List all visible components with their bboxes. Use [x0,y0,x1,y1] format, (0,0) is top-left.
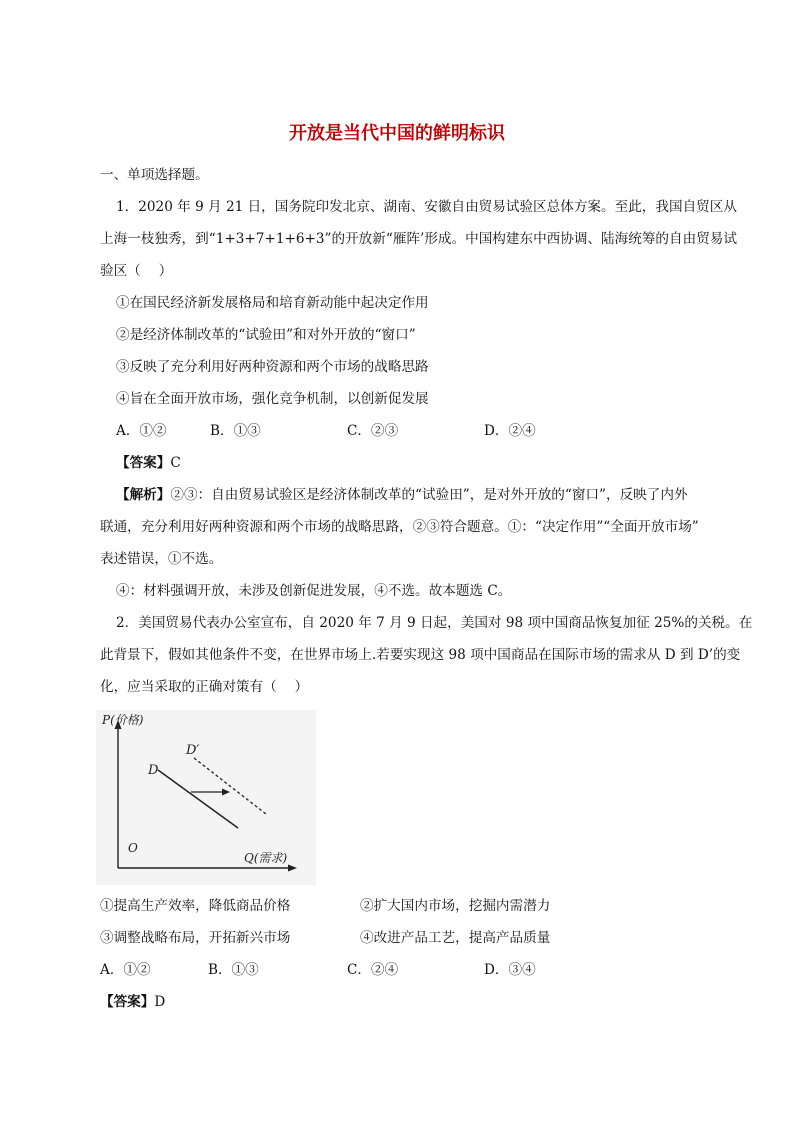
q1-stem-line-3: 验区（ ） [100,263,173,279]
q2-answer-label: 【答案】 [100,994,155,1010]
q2-option-b: B．①③ [208,962,259,978]
q1-statement-3: ③反映了充分利用好两种资源和两个市场的战略思路 [116,359,429,375]
q2-statement-3: ③调整战略布局，开拓新兴市场 [100,930,291,946]
q1-statement-1: ①在国民经济新发展格局和培育新动能中起决定作用 [116,295,429,311]
x-axis-label: Q(需求) [244,851,288,865]
origin-label: O [128,841,138,855]
q1-stem-line-1: 1．2020 年 9 月 21 日，国务院印发北京、湖南、安徽自由贸易试验区总体方案。至此，我国自贸区从 [116,199,737,215]
q1-answer-value: C [170,455,181,471]
q1-stem-line-2: 上海一枝独秀，到“1+3+7+1+6+3”的开放新“雁阵’形成。中国构建东中西协调、陆海统筹的自由贸易试 [100,231,737,247]
q1-analysis-text-1: ②③：自由贸易试验区是经济体制改革的“试验田”，是对外开放的“窗口”，反映了内外 [170,487,688,503]
q2-option-a: A．①② [100,962,151,978]
q1-analysis-line-1 [116,485,688,505]
q1-analysis-line-3: 表述错误，①不选。 [100,551,223,567]
q2-option-d: D．③④ [484,962,536,978]
q1-option-a: A．①② [116,423,167,439]
demand-shift-figure [96,710,316,885]
q1-statement-4: ④旨在全面开放市场，强化竞争机制，以创新促发展 [116,391,429,407]
curve-d-label: D [148,763,159,778]
q2-answer [100,992,165,1012]
q2-answer-value: D [154,994,166,1010]
q1-analysis-label: 【解析】 [116,487,171,503]
q2-statement-4: ④改进产品工艺，提高产品质量 [360,930,551,946]
q2-stem-line-1: 2．美国贸易代表办公室宣布，自 2020 年 7 月 9 日起，美国对 98 项中国商品恢复加征 25%的关税。在 [116,615,753,631]
y-axis-label: P(价格) [102,713,144,727]
q2-stem-line-3: 化，应当采取的正确对策有（ ） [100,679,309,695]
curve-d-prime-label: D′ [186,743,200,758]
q1-statement-2: ②是经济体制改革的“试验田”和对外开放的“窗口” [116,327,416,343]
q2-stem-line-2: 此背景下，假如其他条件不变，在世界市场上.若要实现这 98 项中国商品在国际市场的需求从 D 到 D’的变 [100,647,741,663]
q2-statement-1: ①提高生产效率，降低商品价格 [100,898,291,914]
q1-option-d: D．②④ [484,423,536,439]
q1-answer [116,453,181,473]
q1-analysis-line-4: ④：材料强调开放，未涉及创新促进发展，④不选。故本题选 C。 [116,583,512,599]
q1-analysis-line-2: 联通，充分利用好两种资源和两个市场的战略思路，②③符合题意。①：“决定作用”“全面开放市场” [100,519,699,535]
section-heading: 一、单项选择题。 [100,167,209,183]
q1-option-b: B．①③ [210,423,261,439]
document-title: 开放是当代中国的鲜明标识 [289,123,505,144]
q2-option-c: C．②④ [347,962,399,978]
q1-option-c: C．②③ [347,423,399,439]
q2-statement-2: ②扩大国内市场，挖掘内需潜力 [360,898,551,914]
q1-answer-label: 【答案】 [116,455,171,471]
